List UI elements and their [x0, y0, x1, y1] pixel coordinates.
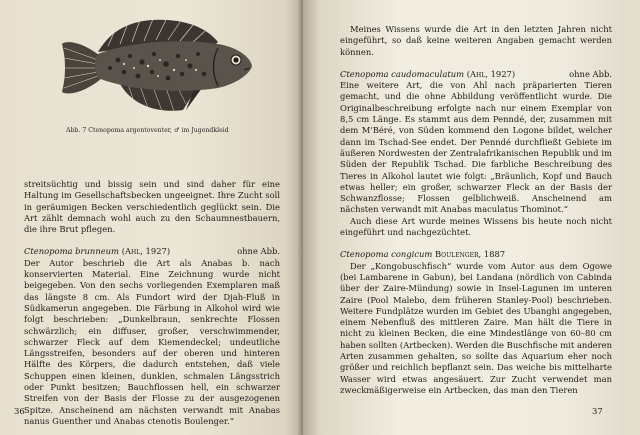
left-page: [0, 0, 303, 435]
species-author: Boulenger, 1887: [435, 249, 506, 260]
species-name: Ctenopoma brunneum: [24, 246, 120, 257]
species-description: Der Autor beschrieb die Art als Anabas b. nach konservierten Material. Eine Zeichnung wurde nicht beigegeben. Von den sechs vorliegenden Exemplaren maß das längste 8 cm. Als Fundort wird der Djah-Fluß in Südkamerun angegeben. Die Färbung in Alkohol wird wie folgt beschrieben: „Dunkelbraun, senkrechte Flossen schwärzlich; ein diffuser, großer, verschwimmender, schwarzer Fleck auf dem Kiemendeckel; undeutliche Längsstreifen, besonders auf der oberen und hinteren Hälfte des Körpers, die dadurch entstehen, daß viele Schuppen einen kleinen, dunklen, schmalen Längsstrich oder Punkt besitzen; Bauchflossen hell, ein schwarzer Streifen von der Basis der Flosse zu der ausgezogenen Spitze. Anscheinend am nächsten verwandt mit Anabas nanus Guenther und Anabas ctenotis Boulenger.“: [24, 257, 280, 426]
species-description: Eine weitere Art, die von Ahl nach präparierten Tieren gemacht, und die ohne Abbildung veröffentlicht wurde. Die Originalbeschreibung erfolgte nach nur einem Exemplar von 8,5 cm Länge. Es stammt aus dem Penndé, der, zusammen mit dem M'Béré, von Süden kommend den Logone bildet, welcher dann im Tschad-See endet. Der Penndé durchfließt Gebiete im äußeren Nordwesten der Zentralafrikanischen Republik und im Süden der Republik Tschad. Die farbliche Beschreibung des Tieres in Alkohol lautet wie folgt: „Bräunlich, Kopf und Bauch etwas heller; ein großer, schwarzer Fleck an der Basis der Schwanzflosse; Flossen gelblichweiß. Anscheinend am nächsten verwandt mit Anabas maculatus Thominot.“: [340, 80, 612, 215]
continuation-paragraph: streitsüchtig und bissig sein und sind daher für eine Haltung im Gesellschaftsbecken ungeeignet. Ihre Zucht soll in geräumigen Becken verschiedentlich geglückt sein. Die Art zählt demnach wohl auch zu den Schaumnestbauern, die ihre Brut pflegen.: [24, 179, 280, 235]
right-page: [303, 0, 625, 435]
species-name: Ctenopoma caudomaculatum: [340, 68, 465, 79]
species-author: (Ahl, 1927): [121, 246, 171, 257]
species-description: Der „Kongobuschfisch“ wurde vom Autor aus dem Ogowe (bei Lambarene in Gabun), bei Landana (nördlich von Cabinda über der Zaire-Mündung) sowie in Insel-Lagunen im unteren Zaire (Pool Malebo, dem früheren Stanley-Pool) beschrieben. Weitere Fundplätze wurden im Gebiet des Ubanghi angegeben, einem Nebenfluß des mittleren Zaire. Man hält die Tiere in nicht zu kleinen Becken, die eine Mindestlänge von 60–80 cm haben sollten (Artbecken). Werden die Buschfische mit anderen Arten zusammen gehalten, so sollte das Aquarium eher noch größer und reichlich bepflanzt sein. Das weiche bis mittelharte Wasser wird etwas angesäuert. Zur Zucht verwendet man zweckmäßigerweise ein Artbecken, das man den Tieren: [340, 260, 612, 395]
figure-caption: Abb. 7 Ctenopoma argentoventer, ♂ im Jugendkleid: [66, 127, 229, 134]
left-text-block: [24, 179, 280, 427]
intro-paragraph: Meines Wissens wurde die Art in den letzten Jahren nicht eingeführt, so daß keine weiteren Angaben gemacht werden können.: [340, 24, 612, 57]
species-note: ohne Abb.: [569, 68, 612, 79]
species-name: Ctenopoma congicum: [340, 249, 433, 260]
species-heading: [24, 246, 280, 257]
species-followup: Auch diese Art wurde meines Wissens bis heute noch nicht eingeführt und nachgezüchtet.: [340, 215, 612, 238]
fish-illustration: [58, 14, 254, 122]
page-edges: [625, 0, 640, 435]
page-number-right: 37: [592, 406, 603, 416]
species-heading: [340, 249, 612, 260]
species-author: (Ahl, 1927): [466, 68, 516, 79]
species-note: ohne Abb.: [237, 246, 280, 257]
species-heading: [340, 69, 612, 80]
page-number-left: 36: [14, 406, 25, 416]
right-text-block: [340, 24, 612, 396]
